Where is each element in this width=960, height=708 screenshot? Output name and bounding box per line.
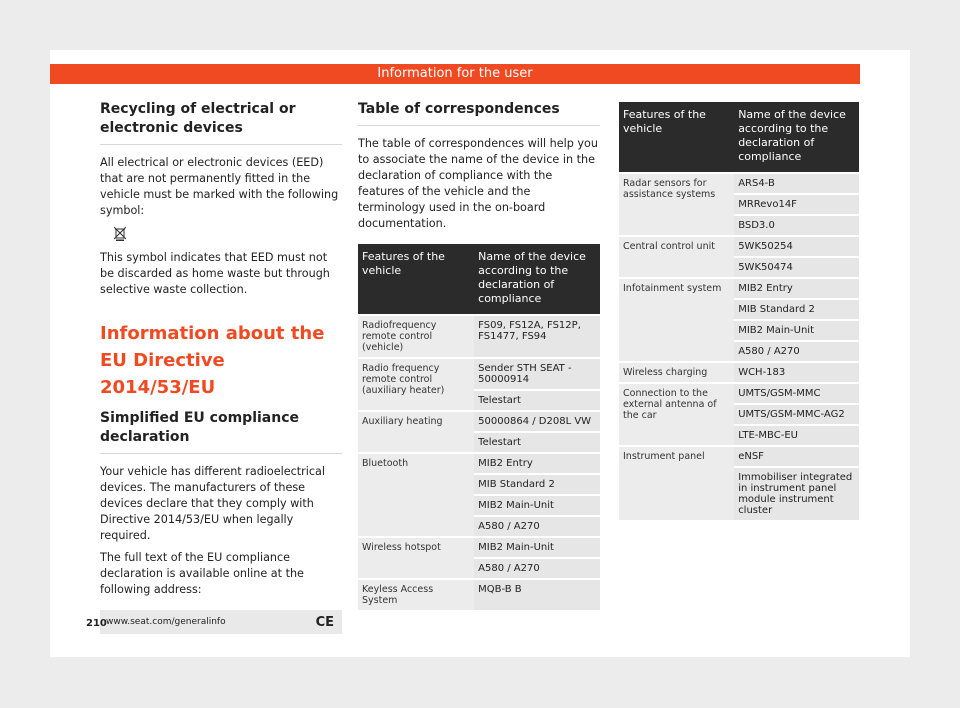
table-intro: The table of correspondences will help you to associate the name of the device in the declaration of compliance with the features of the vehicle and the terminology used in the on-board documentation. [358,137,598,230]
table-row [619,384,859,403]
feature-cell: Radio frequency remote control (auxiliary heater) [358,359,474,410]
device-name-cell: A580 / A270 [734,342,859,361]
device-name-cell: MIB2 Entry [474,454,600,473]
device-name-cell: MIB2 Entry [734,279,859,298]
table-row [619,279,859,298]
device-name-cell: Immobiliser integrated in instrument panel module instrument cluster [734,468,859,520]
simplified-text-2: The full text of the EU compliance declaration is available online at the following address: [100,551,304,596]
table-row [358,359,600,389]
table-row [619,363,859,382]
header-device-name: Name of the device according to the declaration of compliance [474,244,600,314]
table-row [358,316,600,357]
device-name-cell: 50000864 / D208L VW [474,412,600,431]
device-name-cell: MRRevo14F [734,195,859,214]
device-name-cell: FS09, FS12A, FS12P, FS1477, FS94 [474,316,600,357]
table-row [619,237,859,256]
table-row [619,447,859,466]
right-column [619,100,859,522]
feature-cell: Central control unit [619,237,734,277]
device-name-cell: UMTS/GSM-MMC-AG2 [734,405,859,424]
device-name-cell: MQB-B B [474,580,600,610]
recycling-heading: Recycling of electrical or electronic devices [100,100,342,145]
device-name-cell: Telestart [474,391,600,410]
feature-cell: Instrument panel [619,447,734,520]
device-name-cell: MIB2 Main-Unit [734,321,859,340]
table-row [619,174,859,193]
feature-cell: Wireless hotspot [358,538,474,578]
feature-cell: Bluetooth [358,454,474,536]
device-name-cell: 5WK50474 [734,258,859,277]
device-name-cell: eNSF [734,447,859,466]
device-name-cell: Telestart [474,433,600,452]
table-heading: Table of correspondences [358,100,600,126]
eu-directive-heading: Information about the EU Directive 2014/53/EU [100,323,325,398]
feature-cell: Connection to the external antenna of the car [619,384,734,445]
page-header: Information for the user [50,64,860,84]
device-name-cell: 5WK50254 [734,237,859,256]
feature-cell: Infotainment system [619,279,734,361]
ce-mark-icon: CE [315,614,334,630]
header-device-name: Name of the device according to the declaration of compliance [734,102,859,172]
device-name-cell: UMTS/GSM-MMC [734,384,859,403]
address-box [100,610,342,634]
device-name-cell: LTE-MBC-EU [734,426,859,445]
device-name-cell: Sender STH SEAT - 50000914 [474,359,600,389]
device-name-cell: MIB2 Main-Unit [474,538,600,557]
page-number: 210 [86,618,107,629]
table-row [358,580,600,610]
device-name-cell: BSD3.0 [734,216,859,235]
left-column [100,100,342,634]
feature-cell: Radiofrequency remote control (vehicle) [358,316,474,357]
device-name-cell: A580 / A270 [474,559,600,578]
header-features: Features of the vehicle [358,244,474,314]
table-row [358,538,600,557]
feature-cell: Radar sensors for assistance systems [619,174,734,235]
recycling-text: All electrical or electronic devices (EED) that are not permanently fitted in the vehicle must be marked with the following symbol: [100,156,339,217]
table-row [358,454,600,473]
symbol-text: This symbol indicates that EED must not be discarded as home waste but through selective waste collection. [100,251,330,296]
feature-cell: Wireless charging [619,363,734,382]
simplified-heading: Simplified EU compliance declaration [100,409,342,454]
middle-column [358,100,600,612]
device-name-cell: WCH-183 [734,363,859,382]
address-url: www.seat.com/generalinfo [106,617,226,627]
feature-cell: Auxiliary heating [358,412,474,452]
device-name-cell: MIB2 Main-Unit [474,496,600,515]
correspondence-table-right [619,100,859,522]
device-name-cell: MIB Standard 2 [474,475,600,494]
crossed-bin-icon [114,226,342,244]
device-name-cell: A580 / A270 [474,517,600,536]
device-name-cell: ARS4-B [734,174,859,193]
header-features: Features of the vehicle [619,102,734,172]
correspondence-table-left [358,242,600,612]
table-row [358,412,600,431]
device-name-cell: MIB Standard 2 [734,300,859,319]
simplified-text-1: Your vehicle has different radioelectrical devices. The manufacturers of these devices declare that they comply with Directive 2014/53/EU when legally required. [100,465,325,542]
feature-cell: Keyless Access System [358,580,474,610]
